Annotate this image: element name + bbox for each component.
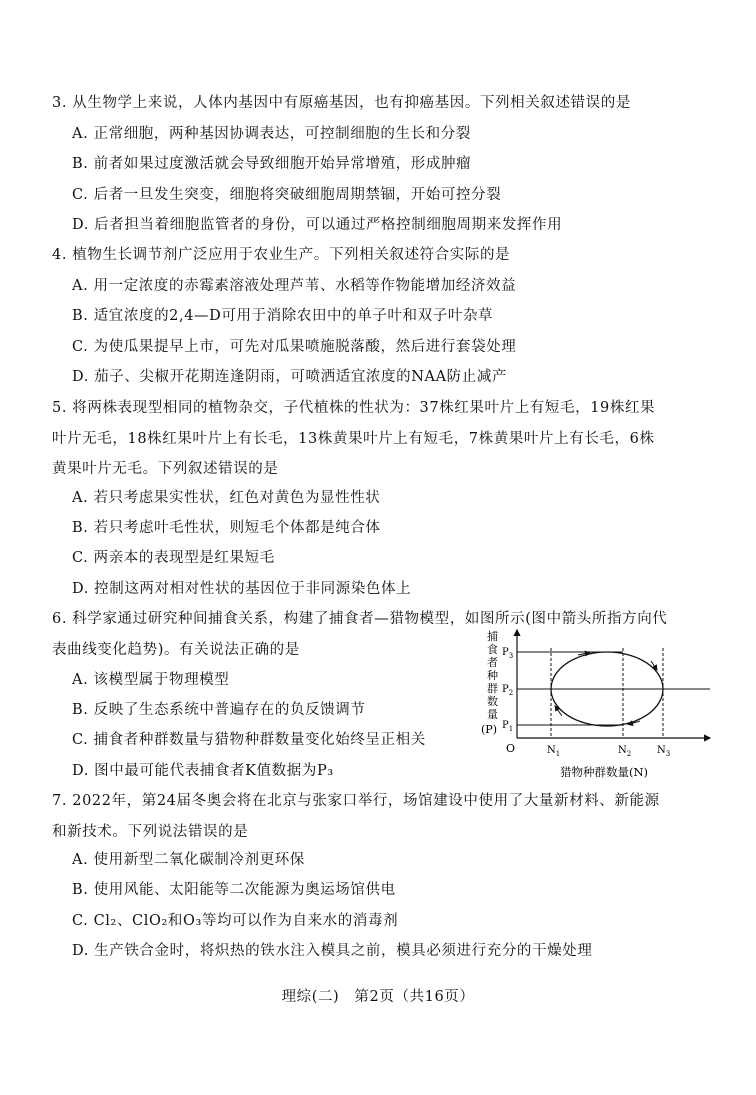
question-4-option-d: D. 茄子、尖椒开花期连逢阴雨，可喷洒适宜浓度的NAA防止减产 xyxy=(72,369,508,385)
page-footer: 理综(二) 第2页（共16页） xyxy=(281,989,475,1005)
tick-p2: $P_2$ xyxy=(502,684,514,697)
question-4-option-b: B. 适宜浓度的2,4—D可用于消除农田中的单子叶和双子叶杂草 xyxy=(72,308,494,324)
question-6-option-b: B. 反映了生态系统中普遍存在的负反馈调节 xyxy=(72,702,366,718)
question-7-stem: 7. 2022年，第24届冬奥会将在北京与张家口举行，场馆建设中使用了大量新材料、新能源和新技术。下列说法错误的是 xyxy=(52,793,660,840)
question-6-option-d: D. 图中最可能代表捕食者K值数据为P₃ xyxy=(72,763,334,779)
question-3-option-b: B. 前者如果过度激活就会导致细胞开始异常增殖，形成肿瘤 xyxy=(72,156,472,172)
y-label-char: 捕 xyxy=(487,630,498,643)
question-4-stem: 4. 植物生长调节剂广泛应用于农业生产。下列相关叙述符合实际的是 xyxy=(52,247,511,263)
question-6-option-a: A. 该模型属于物理模型 xyxy=(72,672,230,688)
question-6-stem-line1: 6. 科学家通过研究种间捕食关系，构建了捕食者—猎物模型，如图所示(图中箭头所指方向代 xyxy=(52,611,668,627)
question-7-option-c: C. Cl₂、ClO₂和O₃等均可以作为自来水的消毒剂 xyxy=(72,913,399,929)
x-axis-label: 猎物种群数量(N) xyxy=(560,765,649,779)
tick-n1: $N_1$ xyxy=(547,745,561,758)
origin-label: O xyxy=(506,742,516,755)
tick-n3: $N_3$ xyxy=(657,745,671,758)
y-axis-label xyxy=(481,629,498,736)
question-5-option-c: C. 两亲本的表现型是红果短毛 xyxy=(72,550,275,566)
y-label-char: 数 xyxy=(487,695,498,708)
tick-n2: $N_2$ xyxy=(618,745,632,758)
y-label-char: 量 xyxy=(487,708,498,721)
y-label-char: 种 xyxy=(487,669,498,682)
question-5-option-b: B. 若只考虑叶毛性状，则短毛个体都是纯合体 xyxy=(72,520,381,536)
question-6-option-c: C. 捕食者种群数量与猎物种群数量变化始终呈正相关 xyxy=(72,732,426,748)
y-label-char: 食 xyxy=(487,643,498,656)
question-5-stem: 5. 将两株表现型相同的植物杂交，子代植株的性状为：37株红果叶片上有短毛，19株红果叶片无毛，18株红果叶片上有长毛，13株黄果叶片上有短毛，7株黄果叶片上有长毛，6株黄果叶片无毛。下列叙述错误的是 xyxy=(52,400,656,477)
question-4-option-a: A. 用一定浓度的赤霉素溶液处理芦苇、水稻等作物能增加经济效益 xyxy=(72,278,517,294)
question-7-option-a: A. 使用新型二氧化碳制冷剂更环保 xyxy=(72,852,305,868)
question-7-option-b: B. 使用风能、太阳能等二次能源为奥运场馆供电 xyxy=(72,882,396,898)
predator-prey-figure xyxy=(480,628,712,780)
y-label-char: (P) xyxy=(481,723,497,736)
tick-p3: $P_3$ xyxy=(502,647,514,660)
question-3-option-c: C. 后者一旦发生突变，细胞将突破细胞周期禁锢，开始可控分裂 xyxy=(72,187,502,203)
question-3-option-d: D. 后者担当着细胞监管者的身份，可以通过严格控制细胞周期来发挥作用 xyxy=(72,217,563,233)
question-7-option-d: D. 生产铁合金时，将炽热的铁水注入模具之前，模具必须进行充分的干燥处理 xyxy=(72,943,593,959)
question-4-option-c: C. 为使瓜果提早上市，可先对瓜果喷施脱落酸，然后进行套袋处理 xyxy=(72,339,517,355)
question-6-stem-line2: 表曲线变化趋势)。有关说法正确的是 xyxy=(52,642,300,658)
tick-p1: $P_1$ xyxy=(502,720,514,733)
question-5-option-a: A. 若只考虑果实性状，红色对黄色为显性性状 xyxy=(72,490,381,506)
y-label-char: 者 xyxy=(487,656,498,669)
question-3-option-a: A. 正常细胞，两种基因协调表达，可控制细胞的生长和分裂 xyxy=(72,126,471,142)
question-5-option-d: D. 控制这两对相对性状的基因位于非同源染色体上 xyxy=(72,581,412,597)
y-label-char: 群 xyxy=(487,682,498,695)
question-3-stem: 3. 从生物学上来说，人体内基因中有原癌基因，也有抑癌基因。下列相关叙述错误的是 xyxy=(52,95,631,111)
